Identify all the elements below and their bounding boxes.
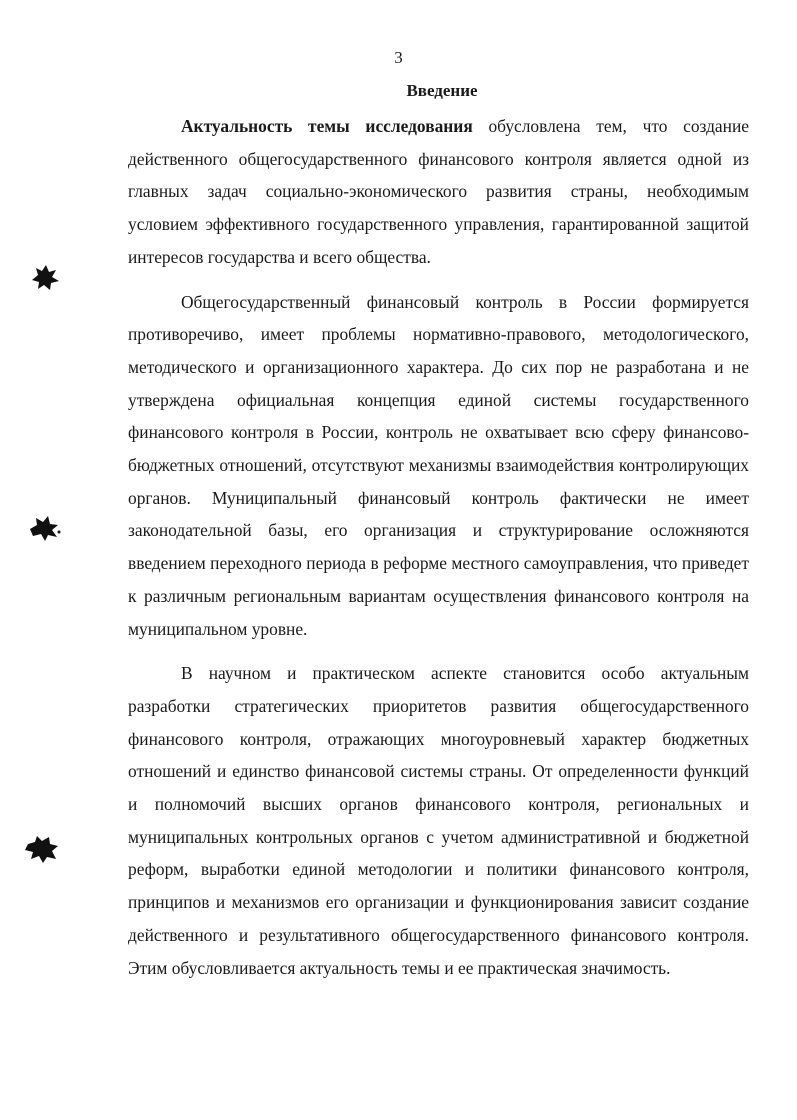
punch-hole-mark-top: [28, 262, 62, 292]
paragraph-strategic-priorities: В научном и практическом аспекте становится особо актуальным разработки стратегических приоритетов развития общегосударственного финансового контроля, отражающих многоуровневый характер бюджетных отношений и единство финансовой системы страны. От определенности функций и полномочий высших органов финансового контроля, региональных и муниципальных контрольных органов с учетом административной и бюджетной реформ, выработки единой методологии и политики финансового контроля, принципов и механизмов его организации и функционирования зависит создание действенного и результативного общегосударственного финансового контроля. Этим обусловливается актуальность темы и ее практическая значимость.: [128, 663, 749, 978]
punch-hole-mark-bottom: [22, 832, 62, 866]
punch-hole-mark-middle: [26, 513, 62, 543]
relevance-lead: Актуальность темы исследования: [181, 116, 473, 136]
section-heading: Введение: [406, 81, 478, 100]
body-text: [128, 110, 749, 984]
paragraph-control-problems: Общегосударственный финансовый контроль в России формируется противоречиво, имеет проблемы нормативно-правового, методологического, методического и организационного характера. До сих пор не разработана и не утверждена официальная концепция единой системы государственного финансового контроля в России, контроль не охватывает всю сферу финансово-бюджетных отношений, отсутствуют механизмы взаимодействия контролирующих органов. Муниципальный финансовый контроль фактически не имеет законодательной базы, его организация и структурирование осложняются введением переходного периода в реформе местного самоуправления, что приведет к различным региональным вариантам осуществления финансового контроля на муниципальном уровне.: [128, 291, 749, 639]
page-number: 3: [394, 48, 403, 67]
relevance-text: обусловлена тем, что создание действенного общегосударственного финансового контроля является одной из главных задач социально-экономического развития страны, необходимым условием эффективного государственного управления, гарантированной защитой интересов государства и всего общества.: [128, 116, 749, 267]
paragraph-relevance: [128, 110, 749, 274]
